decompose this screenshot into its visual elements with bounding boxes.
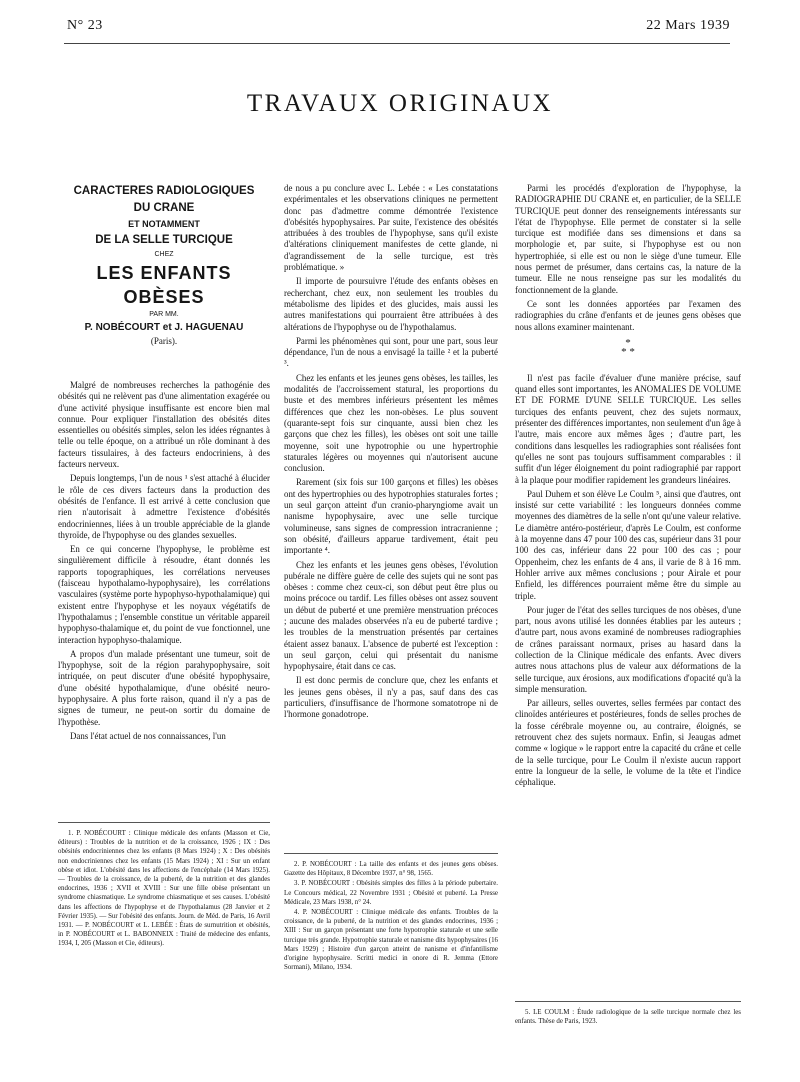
footnote-rule <box>515 1001 741 1002</box>
article-title-line: DU CRANE <box>133 202 195 214</box>
paragraph: En ce qui concerne l'hypophyse, le problème est singulièrement difficile à résoudre, étant donnés les rapports topographiques, les corrélations nerveuses (faisceau hypothalamo-hypophysaire), les corrélations vasculaires (système porte hypophyso-hypothalamique) qui existent entre l'hypophyse et les noyaux végétatifs de l'hypothalamus ; l'ensemble constitue un véritable appareil hypophyso-thalamique et, du point de vue fonctionnel, une interaction hypophyso-thalamique. <box>58 544 270 645</box>
paragraph: Parmi les procédés d'exploration de l'hypophyse, la RADIOGRAPHIE DU CRANE et, en particulier, de la SELLE TURCIQUE peut donner des renseignements intéressants sur l'état de l'hypophyse. Elle permet de constater si la selle turcique est modifiée dans ses dimensions et dans sa morphologie et, par suite, si l'hypophyse est ou non hypertrophiée, si elle est ou non le siège d'une tumeur. Elle nous permet de présumer, dans certains cas, la nature de la tumeur. Elle ne nous renseigne pas sur les modalités du fonctionnement de la glande. <box>515 183 741 295</box>
article-main-title: LES ENFANTS OBÈSES <box>96 263 232 307</box>
article-title-line: ET NOTAMMENT <box>128 219 200 229</box>
paragraph: Depuis longtemps, l'un de nous ¹ s'est attaché à élucider le rôle de ces divers facteurs dans la production des obésités de l'enfance. Il est arrivé à cette conclusion que rien n'autorisait à admettre l'existence d'obésités endocriniennes, liées à un trouble appréciable de la glande thyroïde, de l'hypophyse ou des glandes sexuelles. <box>58 473 270 540</box>
footnote: 3. P. NOBÉCOURT : Obésités simples des filles à la période pubertaire. Le Concours médical, 22 Novembre 1931 ; Obésité et puberté. La Presse Médicale, 23 Mars 1938, n° 24. <box>284 880 498 906</box>
footnotes-column-3 <box>515 1001 741 1027</box>
footnotes-column-2 <box>284 853 498 973</box>
author-city: (Paris). <box>150 336 178 346</box>
paragraph: Il est donc permis de conclure que, chez les enfants et les jeunes gens obèses, il n'y a pas, sauf dans des cas particuliers, d'insuffisance de l'hormone somatotrope ni de l'hormone gonadotrope. <box>284 675 498 720</box>
paragraph: Malgré de nombreuses recherches la pathogénie des obésités qui ne relèvent pas d'une alimentation exagérée ou d'une activité physique insuffisante est encore bien mal connue. Pour expliquer l'installation des obésités dites essentielles ou obésités simples, selon les idées régnantes à telle ou telle époque, on a attribué un rôle dominant à des facteurs tissulaires, à des facteurs endocriniens, à des facteurs nerveux. <box>58 380 270 470</box>
header-rule <box>64 43 730 44</box>
section-break-asterism: * * * <box>621 336 635 358</box>
issue-number: N° 23 <box>67 18 103 33</box>
authors: P. NOBÉCOURT et J. HAGUENAU <box>84 322 244 333</box>
paragraph: Rarement (six fois sur 100 garçons et filles) les obèses ont des hypertrophies ou des hypotrophies staturales fortes ; un seul garçon atteint d'un cranio-pharyngiome avait un nanisme hypophysaire, avec une selle turcique volumineuse, sans signes de compression intracranienne ; son obésité, d'ailleurs apparue tardivement, était peu importante ⁴. <box>284 477 498 556</box>
paragraph: Pour juger de l'état des selles turciques de nos obèses, d'une part, nous avons utilisé les données établies par les auteurs ; d'autre part, nous avons examiné de nombreuses radiographies de crânes paraissant normaux, prises au hasard dans la collection de la Clinique médicale des enfants. Avec divers autres nous attachons plus de valeur aux déformations de la selle turcique, aux érosions, aux modifications d'opacité qu'à la simple mensuration. <box>515 604 741 694</box>
footnote: 1. P. NOBÉCOURT : Clinique médicale des enfants (Masson et Cie, éditeurs) : Troubles de la nutrition et de la croissance, 1926 ; IX : Des obésités endocriniennes chez les enfants (8 Mars 1924) ; X : Des obésités non endocriniennes chez les enfants (15 Mars 1924) ; XI : Sur un enfant obèse et idiot. L'obésité dans les affections de l'encéphale (14 Mars 1925). — Troubles de la croissance, de la puberté, de la nutrition et des glandes endocrines, 1936 ; XVII et XVIII : Sur une fille obèse présentant un syndrome chiasmatique. Le syndrome chiasmatique et ses causes. L'obésité dans les affections de l'hypophyse et de l'hypothalamus (28 Janvier et 2 Février 1935). — Sur l'obésité des enfants. Journ. de Méd. de Paris, 16 Avril 1931. — P. NOBÉCOURT et L. LEBÉE : États de surnutrition et obésités, in P. NOBÉCOURT et L. BABONNEIX : Traité de médecine des enfants, 1934, I, 205 (Masson et Cie, éditeurs). <box>58 830 270 948</box>
paragraph: Ce sont les données apportées par l'examen des radiographies du crâne d'enfants et de jeunes gens obèses que nous allons examiner maintenant. <box>515 298 741 332</box>
paragraph: Par ailleurs, selles ouvertes, selles fermées par contact des clinoïdes antérieures et postérieures, fonds de selles proches de la fosse cérébrale moyenne ou, au contraire, éloignés, se retrouvent chez des sujets normaux. Enfin, si Jeaugas admet comme « logique » le rapport entre la capacité du crâne et celle de la selle turcique, pour Le Coulm il n'existe aucun rapport entre la longueur de la selle, le volume de la tête et l'indice céphalique. <box>515 698 741 788</box>
footnote-rule <box>58 822 270 823</box>
footnote: 4. P. NOBÉCOURT : Clinique médicale des enfants. Troubles de la croissance, de la puberté, de la nutrition et des glandes endocrines, 1936 ; XIII : Sur un garçon présentant une forte hypotrophie staturale et une selle turcique très grande. Hypotrophie staturale et nanisme dits hypophysaires (16 Mars 1929) ; Histoire d'un garçon atteint de nanisme et d'infantilisme d'origine hypophysaire. Scritti medici in onore di R. Jemma (Ettore Sormani), Milano, 1934. <box>284 909 498 972</box>
footnotes-column-1 <box>58 822 270 950</box>
paragraph: Paul Duhem et son élève Le Coulm ⁵, ainsi que d'autres, ont insisté sur cette variabilité : les longueurs données comme moyennes des diamètres de la selle n'ont qu'une valeur relative. Le diamètre antéro-postérieur, d'après Le Coulm, est conforme à la moyenne dans 47 pour 100 des cas, supérieur dans 31 pour 100 des cas, inférieur dans 22 pour 100 des cas ; pour Oppenheim, chez les enfants de 4 ans, il varie de 8 à 16 mm. Hohler arrive aux mêmes conclusions ; pour Airale et pour Enfield, les différences pourraient même être du simple au triple. <box>515 488 741 601</box>
article-title-line: CARACTERES RADIOLOGIQUES <box>73 185 255 197</box>
article-title-block <box>58 183 270 348</box>
paragraph: Dans l'état actuel de nos connaissances, l'un <box>70 730 226 741</box>
footnote: 2. P. NOBÉCOURT : La taille des enfants et des jeunes gens obèses. Gazette des Hôpitaux, 8 Décembre 1937, n° 98, 1565. <box>284 861 498 878</box>
footnote-rule <box>284 853 498 854</box>
paragraph: Il importe de poursuivre l'étude des enfants obèses en recherchant, chez eux, non seulement les troubles du métabolisme des lipides et des glucides, mais aussi les autres manifestations qui pourraient être attribuées à des altérations de l'hypophyse ou de l'hypothalamus. <box>284 276 498 332</box>
paragraph: de nous a pu conclure avec L. Lebée : « Les constatations expérimentales et les observations cliniques ne permettent donc pas d'admettre comme démontrée l'existence d'obésités hypophysaires. Par suite, l'existence des obésités attribuées à des troubles de l'hypophyse, sans qu'il existe d'altérations cliniquement manifestes de cette glande, ni d'agrandissement de la selle turcique, est très problématique. » <box>284 183 498 273</box>
byline-prefix: PAR MM. <box>149 311 179 318</box>
paragraph: Parmi les phénomènes qui sont, pour une part, sous leur dépendance, l'un de nous a envisagé la taille ² et la puberté ³. <box>284 335 498 369</box>
article-title-line: CHEZ <box>154 251 174 258</box>
paragraph: Il n'est pas facile d'évaluer d'une manière précise, sauf quand elles sont importantes, les ANOMALIES DE VOLUME ET DE FORME D'UNE SELLE TURCIQUE. Les selles turciques des enfants peuvent, chez des sujets normaux, présenter des différences importantes, non seulement d'un âge à l'autre, mais encore aux mêmes âges ; d'autre part, les conditions dans lesquelles les radiographies sont réalisées font qu'elles ne sont pas toujours suffisamment comparables : il suffit d'un léger éloignement du point radiographié par rapport à la plaque pour modifier rapidement les grandeurs linéaires. <box>515 372 741 485</box>
paragraph: Chez les enfants et les jeunes gens obèses, les tailles, les modalités de l'accroissement statural, les proportions du buste et des membres inférieurs présentent les mêmes différences que chez les non-obèses. Le plus souvent (quarante-sept fois sur cinquante, aussi bien chez les garçons que chez les filles), les obèses ont soit une taille moyenne, soit une hypotrophie ou une hypertrophie staturales légères ou moyennes qui n'autorisent aucune conclusion. <box>284 372 498 474</box>
footnote: 5. LE COULM : Étude radiologique de la selle turcique normale chez les enfants. Thèse de Paris, 1923. <box>515 1009 741 1026</box>
column-1 <box>58 183 270 745</box>
column-3 <box>515 183 741 792</box>
issue-date: 22 Mars 1939 <box>646 18 730 33</box>
paragraph: A propos d'un malade présentant une tumeur, soit de l'hypophyse, soit de la région parahypophysaire, soit intriquée, on peut discuter d'une obésité hypophysaire, d'une obésité hypothalamique, d'une obésité neuro-hypophysaire. A plus forte raison, quand il n'y a pas de signes de tumeur, ne peut-on sortir du domaine de l'hypothèse. <box>58 648 270 727</box>
paragraph: Chez les enfants et les jeunes gens obèses, l'évolution pubérale ne diffère guère de celle des sujets qui ne sont pas obèses : comme chez ceux-ci, son début peut être plus ou moins précoce ou tardif. Les filles obèses ont assez souvent un début de puberté et une première menstruation précoces ; aucune des malades observées n'a eu de puberté tardive ; les troubles de la menstruation présentés par certaines étaient assez banaux. L'absence de puberté est l'exception : un seul garçon, celui qui présentait du nanisme hypophysaire, était dans ce cas. <box>284 559 498 672</box>
article-title-line: DE LA SELLE TURCIQUE <box>95 234 233 246</box>
column-2 <box>284 183 498 724</box>
section-title: TRAVAUX ORIGINAUX <box>246 90 554 117</box>
